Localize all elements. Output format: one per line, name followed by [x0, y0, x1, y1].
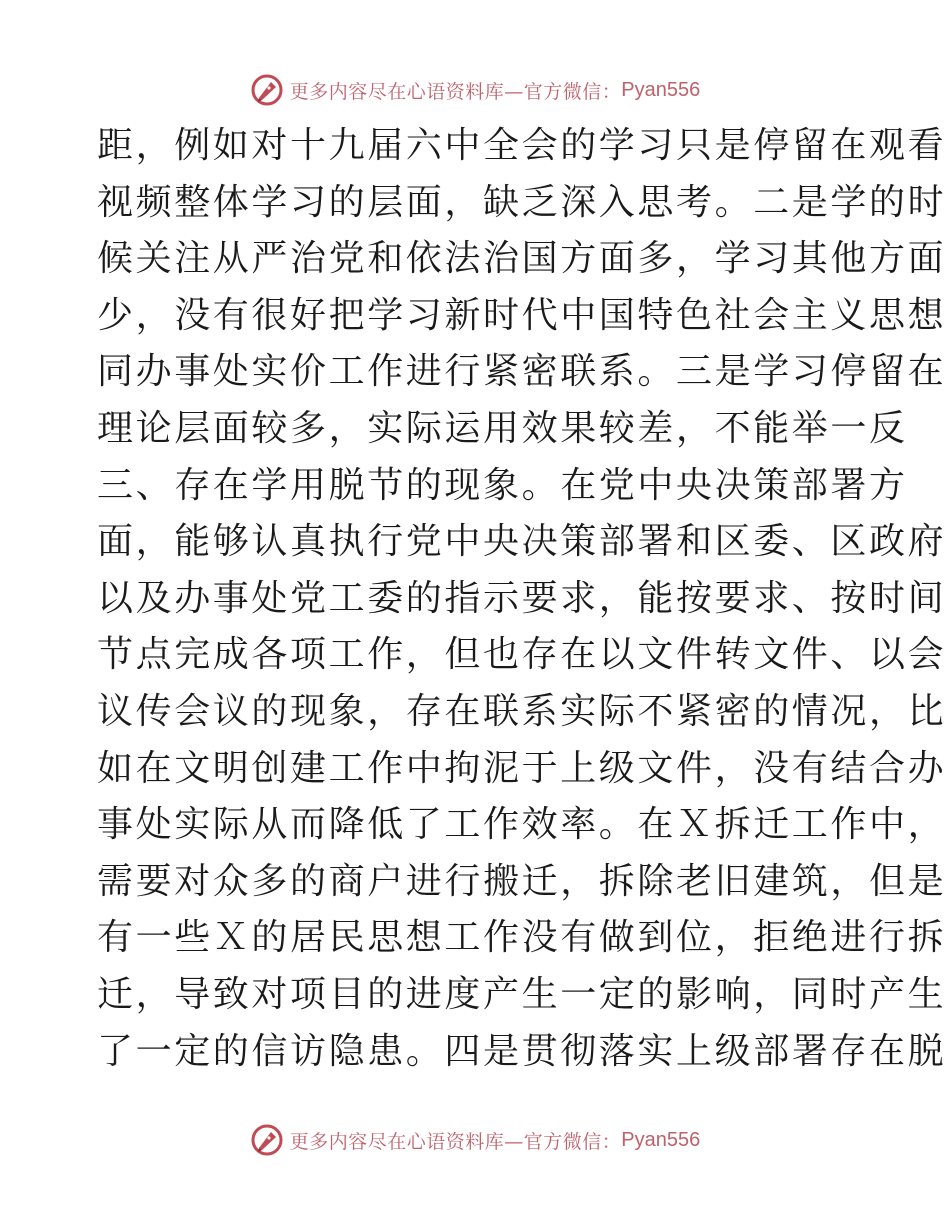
text-line: 节点完成各项工作，但也存在以文件转文件、以会 [97, 634, 947, 676]
text-line: 理论层面较多，实际运用效果较差，不能举一反 [97, 407, 908, 449]
text-line: 有一些Ｘ的居民思想工作没有做到位，拒绝进行拆 [97, 917, 947, 959]
text-line: 迁，导致对项目的进度产生一定的影响，同时产生 [97, 973, 947, 1015]
text-line: 需要对众多的商户进行搬迁，拆除老旧建筑，但是 [97, 860, 947, 902]
text-line: 候关注从严治党和依法治国方面多，学习其他方面 [97, 238, 947, 280]
body-text [97, 118, 947, 1080]
watermark-account: Pyan556 [621, 1128, 701, 1151]
text-line: 面，能够认真执行党中央决策部署和区委、区政府 [97, 521, 947, 563]
text-line: 视频整体学习的层面，缺乏深入思考。二是学的时 [97, 181, 947, 223]
header-watermark [0, 70, 950, 110]
text-line: 事处实际从而降低了工作效率。在Ｘ拆迁工作中， [97, 804, 947, 846]
text-line: 同办事处实价工作进行紧密联系。三是学习停留在 [97, 351, 947, 393]
pen-nib-logo-icon [250, 73, 284, 107]
text-line: 三、存在学用脱节的现象。在党中央决策部署方 [97, 464, 908, 506]
text-line: 距，例如对十九届六中全会的学习只是停留在观看 [97, 125, 947, 166]
pen-nib-logo-icon [250, 1123, 284, 1157]
text-line: 了一定的信访隐患。四是贯彻落实上级部署存在脱 [97, 1030, 947, 1072]
text-line: 以及办事处党工委的指示要求，能按要求、按时间 [97, 577, 947, 619]
watermark-text: 更多内容尽在心语资料库—官方微信： [289, 80, 622, 103]
text-line: 议传会议的现象，存在联系实际不紧密的情况，比 [97, 690, 947, 732]
text-line: 少，没有很好把学习新时代中国特色社会主义思想 [97, 294, 947, 336]
text-line: 如在文明创建工作中拘泥于上级文件，没有结合办 [97, 747, 947, 789]
watermark-account: Pyan556 [621, 78, 701, 101]
watermark-text: 更多内容尽在心语资料库—官方微信： [289, 1130, 622, 1153]
footer-watermark [0, 1120, 950, 1160]
